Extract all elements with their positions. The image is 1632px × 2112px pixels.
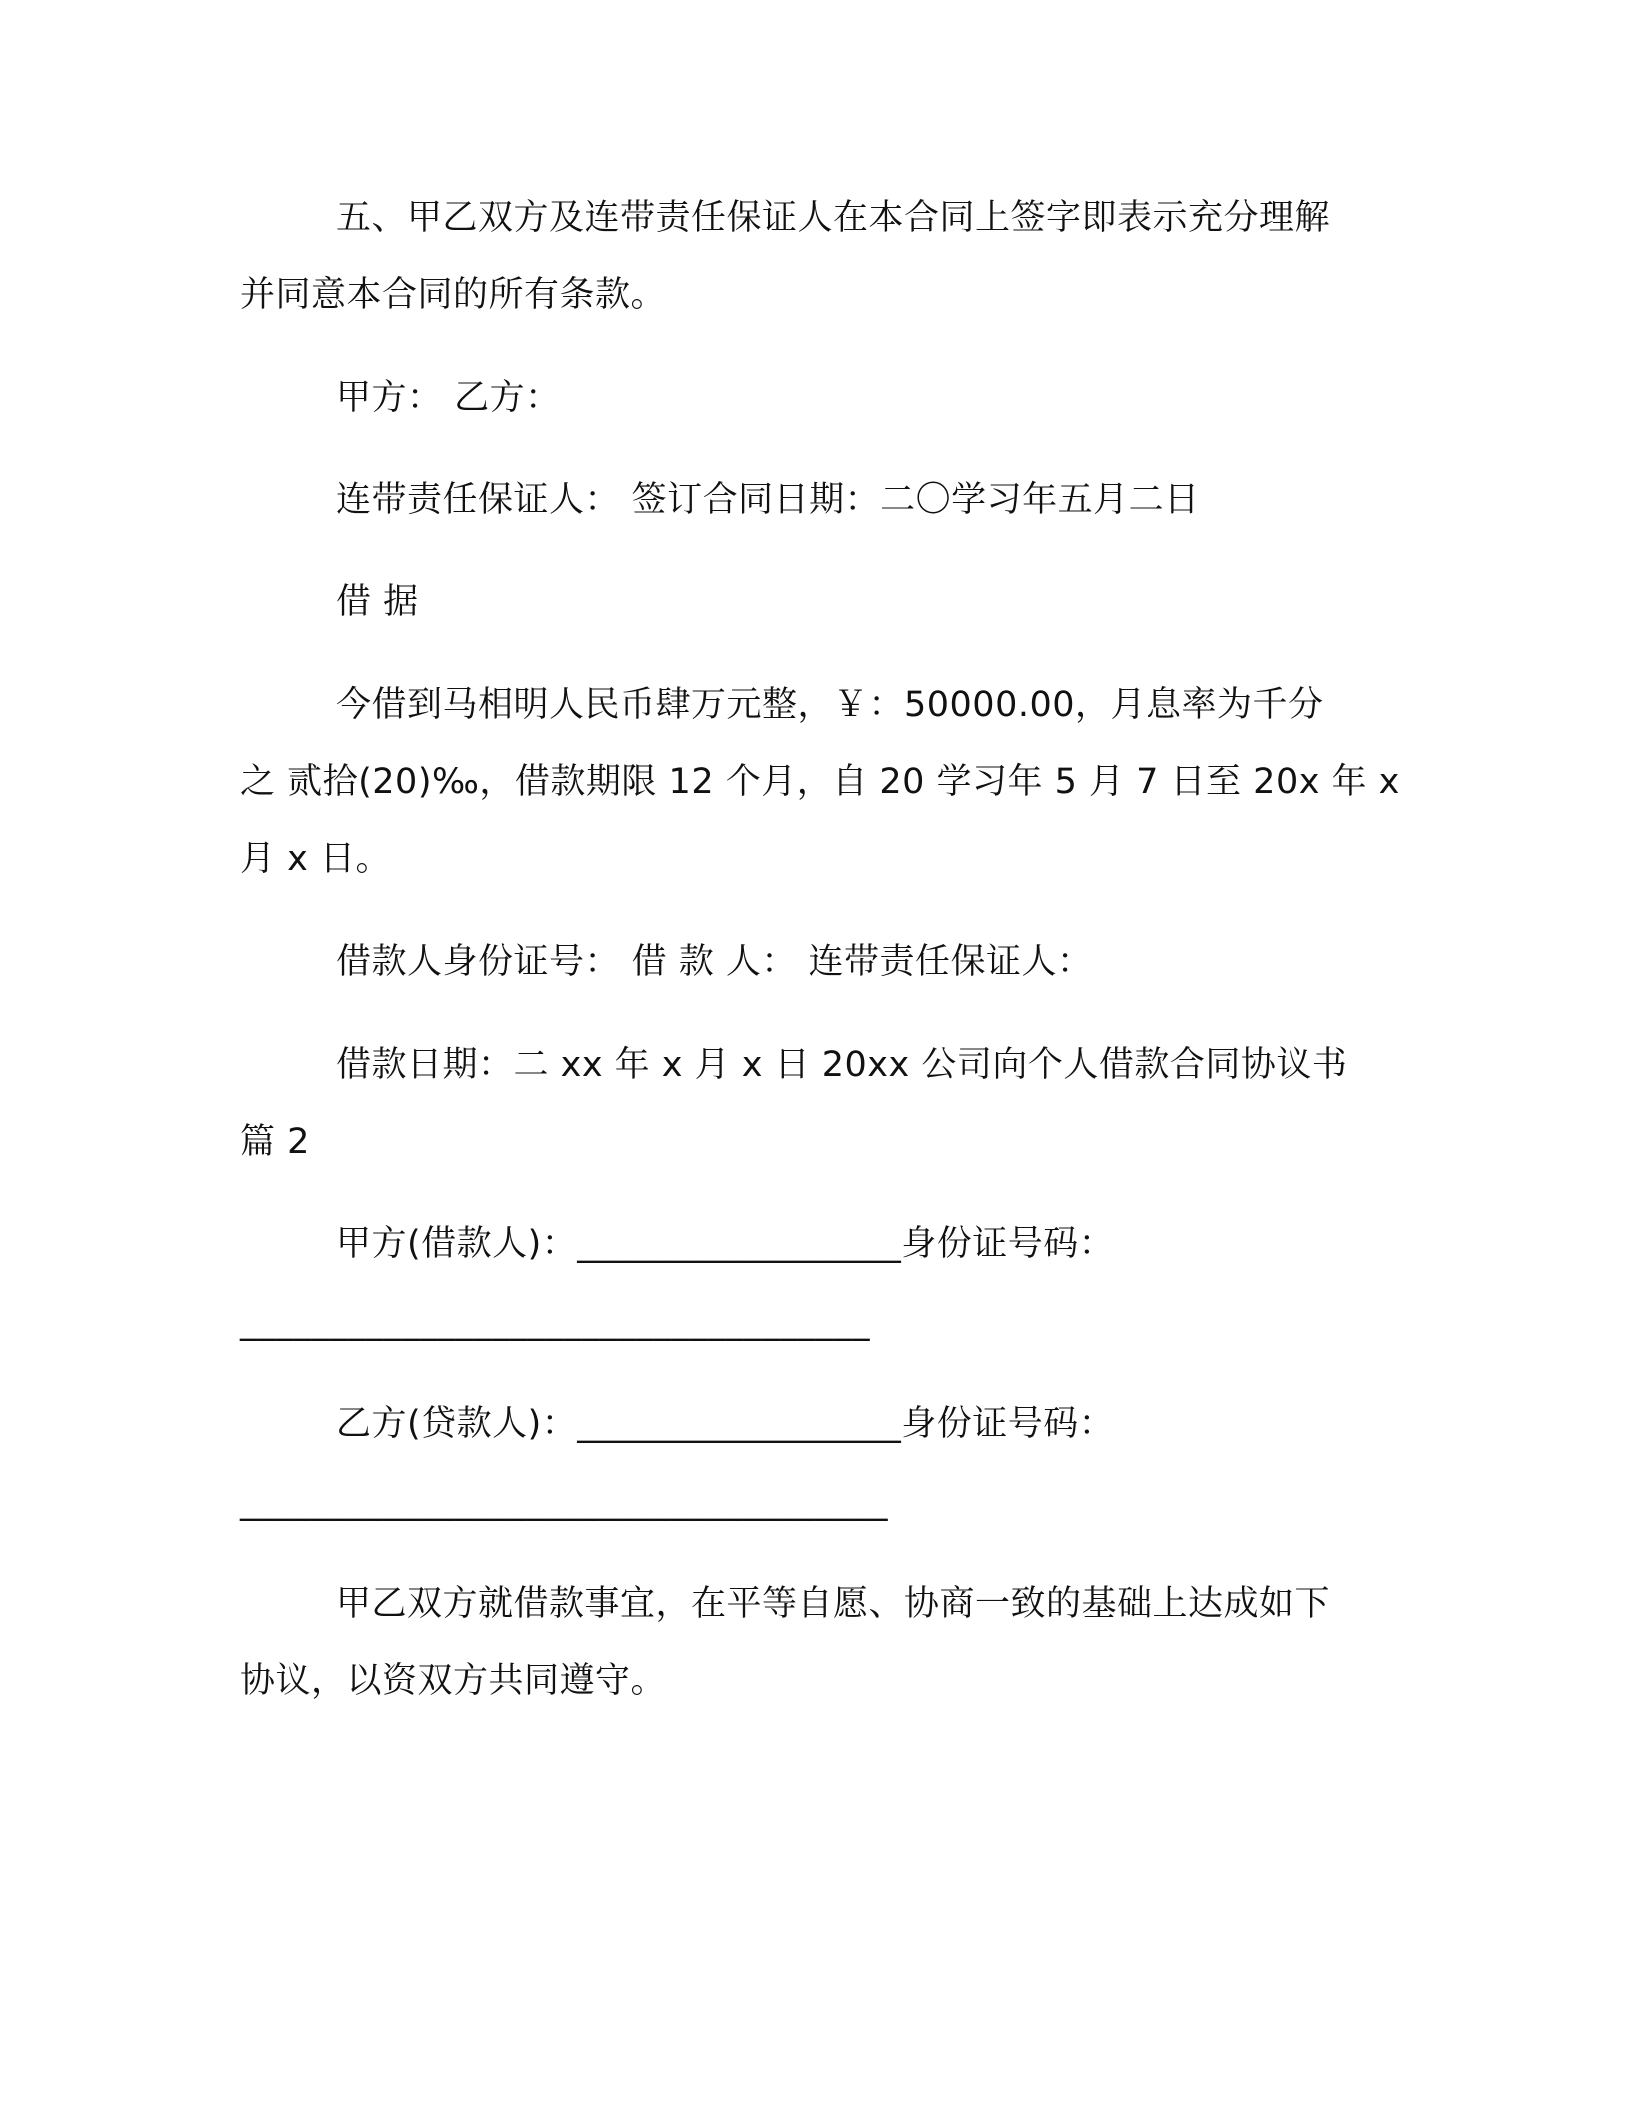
clause-5-line-1: 五、甲乙双方及连带责任保证人在本合同上签字即表示充分理解 bbox=[336, 198, 1331, 238]
agreement-line-2: 协议，以资双方共同遵守。 bbox=[240, 1661, 667, 1701]
parties-line: 甲方： 乙方： bbox=[336, 378, 561, 418]
party-a-id-blank: ___________________________________ bbox=[240, 1302, 870, 1342]
party-b-id-blank: ____________________________________ bbox=[240, 1482, 888, 1522]
party-a-line-1: 甲方(借款人)：__________________身份证号码： bbox=[336, 1224, 1115, 1264]
iou-title: 借 据 bbox=[336, 582, 419, 622]
iou-signers-line: 借款人身份证号： 借 款 人： 连带责任保证人： bbox=[336, 942, 1093, 982]
iou-line-2: 之 贰拾(20)‰，借款期限 12 个月，自 20 学习年 5 月 7 日至 20x 年 x bbox=[240, 762, 1400, 802]
iou-line-1: 今借到马相明人民币肆万元整，￥：50000.00，月息率为千分 bbox=[336, 685, 1324, 725]
guarantor-date-line: 连带责任保证人： 签订合同日期：二〇学习年五月二日 bbox=[336, 480, 1200, 520]
party-b-line-1: 乙方(贷款人)：__________________身份证号码： bbox=[336, 1404, 1115, 1444]
iou-line-3: 月 x 日。 bbox=[240, 839, 391, 879]
agreement-line-1: 甲乙双方就借款事宜，在平等自愿、协商一致的基础上达成如下 bbox=[336, 1584, 1331, 1624]
iou-date-line-2: 篇 2 bbox=[240, 1122, 310, 1162]
clause-5-line-2: 并同意本合同的所有条款。 bbox=[240, 275, 667, 315]
iou-date-line-1: 借款日期：二 xx 年 x 月 x 日 20xx 公司向个人借款合同协议书 bbox=[336, 1045, 1348, 1085]
